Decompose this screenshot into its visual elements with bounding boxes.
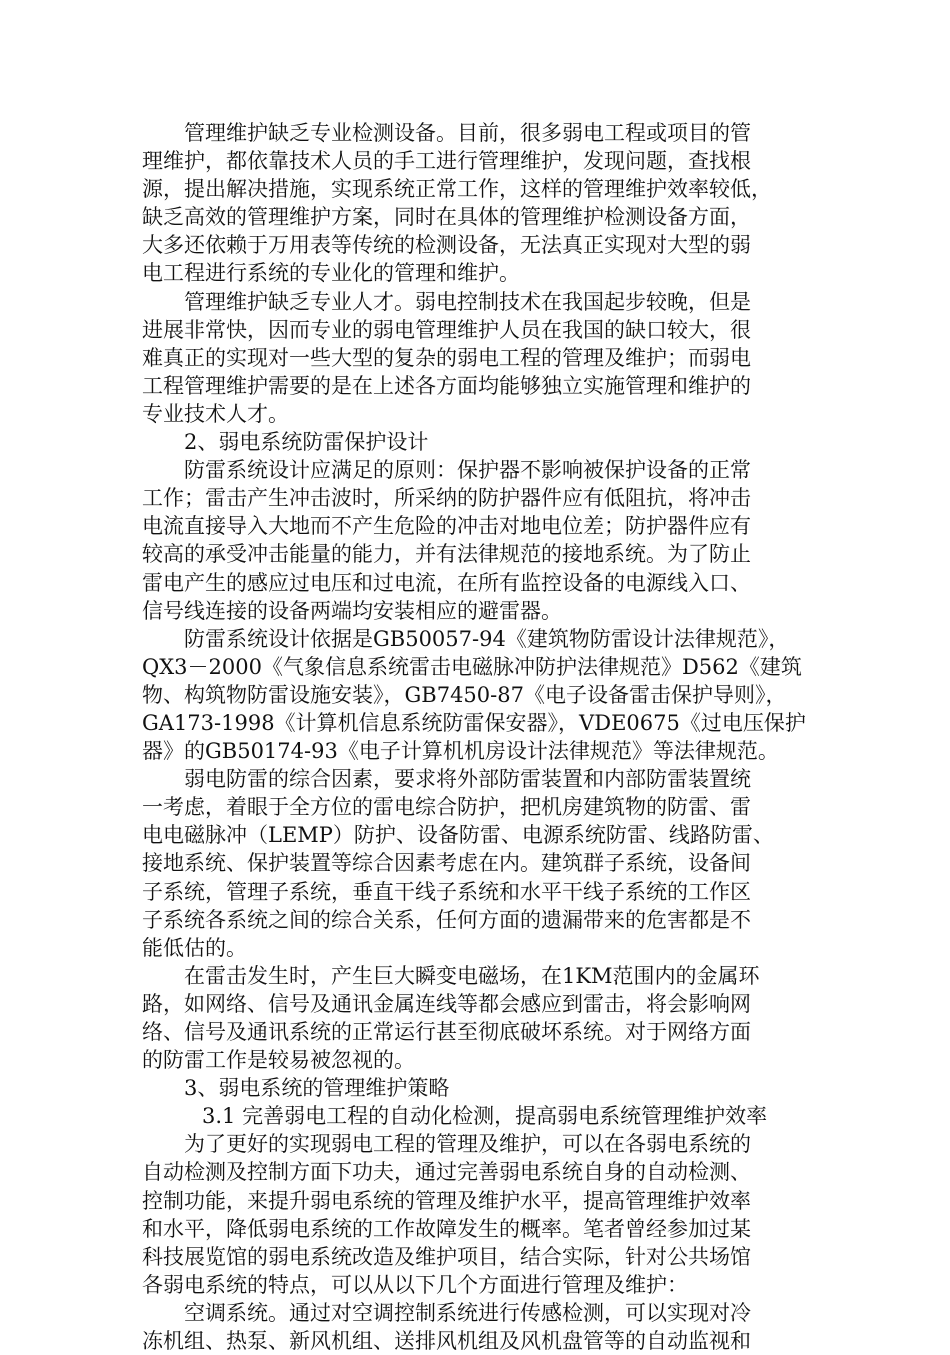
text-line: 防雷系统设计应满足的原则：保护器不影响被保护设备的正常	[184, 458, 751, 483]
text-line: 3、弱电系统的管理维护策略	[184, 1076, 450, 1101]
text-line: 电电磁脉冲（LEMP）防护、设备防雷、电源系统防雷、线路防雷、	[142, 823, 774, 848]
text-line: 冻机组、热泵、新风机组、送排风机组及风机盘管等的自动监视和	[142, 1329, 751, 1354]
text-line: 能低估的。	[142, 935, 247, 960]
text-line: 各弱电系统的特点，可以从以下几个方面进行管理及维护：	[142, 1272, 688, 1297]
text-line: 电流直接导入大地而不产生危险的冲击对地电位差；防护器件应有	[142, 514, 751, 539]
text-line: 控制功能，来提升弱电系统的管理及维护水平，提高管理维护效率	[142, 1188, 751, 1213]
text-line: 专业技术人才。	[142, 401, 289, 426]
text-line: GA173-1998《计算机信息系统防雷保安器》，VDE0675《过电压保护	[142, 710, 806, 735]
text-line: 雷电产生的感应过电压和过电流，在所有监控设备的电源线入口、	[142, 570, 751, 595]
text-line: 子系统各系统之间的综合关系，任何方面的遗漏带来的危害都是不	[142, 907, 751, 932]
text-line: 一考虑，着眼于全方位的雷电综合防护，把机房建筑物的防雷、雷	[142, 795, 751, 820]
text-line: 器》的GB50174-93《电子计算机机房设计法律规范》等法律规范。	[142, 739, 779, 764]
text-line: 弱电防雷的综合因素，要求将外部防雷装置和内部防雷装置统	[184, 767, 751, 792]
text-line: 电工程进行系统的专业化的管理和维护。	[142, 261, 520, 286]
text-line: 缺乏高效的管理维护方案，同时在具体的管理维护检测设备方面，	[142, 205, 751, 230]
text-line: 管理维护缺乏专业人才。弱电控制技术在我国起步较晚，但是	[184, 289, 751, 314]
text-line: 防雷系统设计依据是GB50057-94《建筑物防雷设计法律规范》，	[184, 626, 790, 651]
text-line: 大多还依赖于万用表等传统的检测设备，无法真正实现对大型的弱	[142, 233, 751, 258]
text-line: 物、构筑物防雷设施安装》，GB7450-87《电子设备雷击保护导则》，	[142, 682, 787, 707]
text-line: 管理维护缺乏专业检测设备。目前，很多弱电工程或项目的管	[184, 121, 751, 145]
text-line: 工作；雷击产生冲击波时，所采纳的防护器件应有低阻抗，将冲击	[142, 486, 751, 511]
text-line: 路，如网络、信号及通讯金属连线等都会感应到雷击，将会影响网	[142, 991, 751, 1016]
text-line: 理维护，都依靠技术人员的手工进行管理维护，发现问题，查找根	[142, 149, 751, 174]
text-line: 自动检测及控制方面下功夫，通过完善弱电系统自身的自动检测、	[142, 1160, 751, 1185]
document-body	[142, 119, 812, 1355]
text-line: 的防雷工作是较易被忽视的。	[142, 1048, 415, 1073]
text-line: 接地系统、保护装置等综合因素考虑在内。建筑群子系统，设备间	[142, 851, 751, 876]
text-line: 进展非常快，因而专业的弱电管理维护人员在我国的缺口较大，很	[142, 317, 751, 342]
text-line: 子系统，管理子系统，垂直干线子系统和水平干线子系统的工作区	[142, 879, 751, 904]
text-line: 科技展览馆的弱电系统改造及维护项目，结合实际，针对公共场馆	[142, 1244, 751, 1269]
text-line: 3.1 完善弱电工程的自动化检测，提高弱电系统管理维护效率	[202, 1104, 768, 1129]
text-line: 源，提出解决措施，实现系统正常工作，这样的管理维护效率较低，	[142, 177, 772, 202]
text-line: 信号线连接的设备两端均安装相应的避雷器。	[142, 598, 562, 623]
text-line: 2、弱电系统防雷保护设计	[184, 430, 429, 455]
text-line: 络、信号及通讯系统的正常运行甚至彻底破坏系统。对于网络方面	[142, 1020, 751, 1044]
text-line: 较高的承受冲击能量的能力，并有法律规范的接地系统。为了防止	[142, 542, 751, 567]
text-line: 工程管理维护需要的是在上述各方面均能够独立实施管理和维护的	[142, 373, 751, 398]
text-line: 为了更好的实现弱电工程的管理及维护，可以在各弱电系统的	[184, 1132, 751, 1157]
text-line: QX3－2000《气象信息系统雷击电磁脉冲防护法律规范》D562《建筑	[142, 654, 802, 679]
text-line: 在雷击发生时，产生巨大瞬变电磁场，在1KM范围内的金属环	[184, 963, 760, 988]
text-line: 和水平，降低弱电系统的工作故障发生的概率。笔者曾经参加过某	[142, 1216, 751, 1241]
text-line: 难真正的实现对一些大型的复杂的弱电工程的管理及维护；而弱电	[142, 345, 751, 370]
text-line: 空调系统。通过对空调控制系统进行传感检测，可以实现对冷	[184, 1300, 751, 1325]
